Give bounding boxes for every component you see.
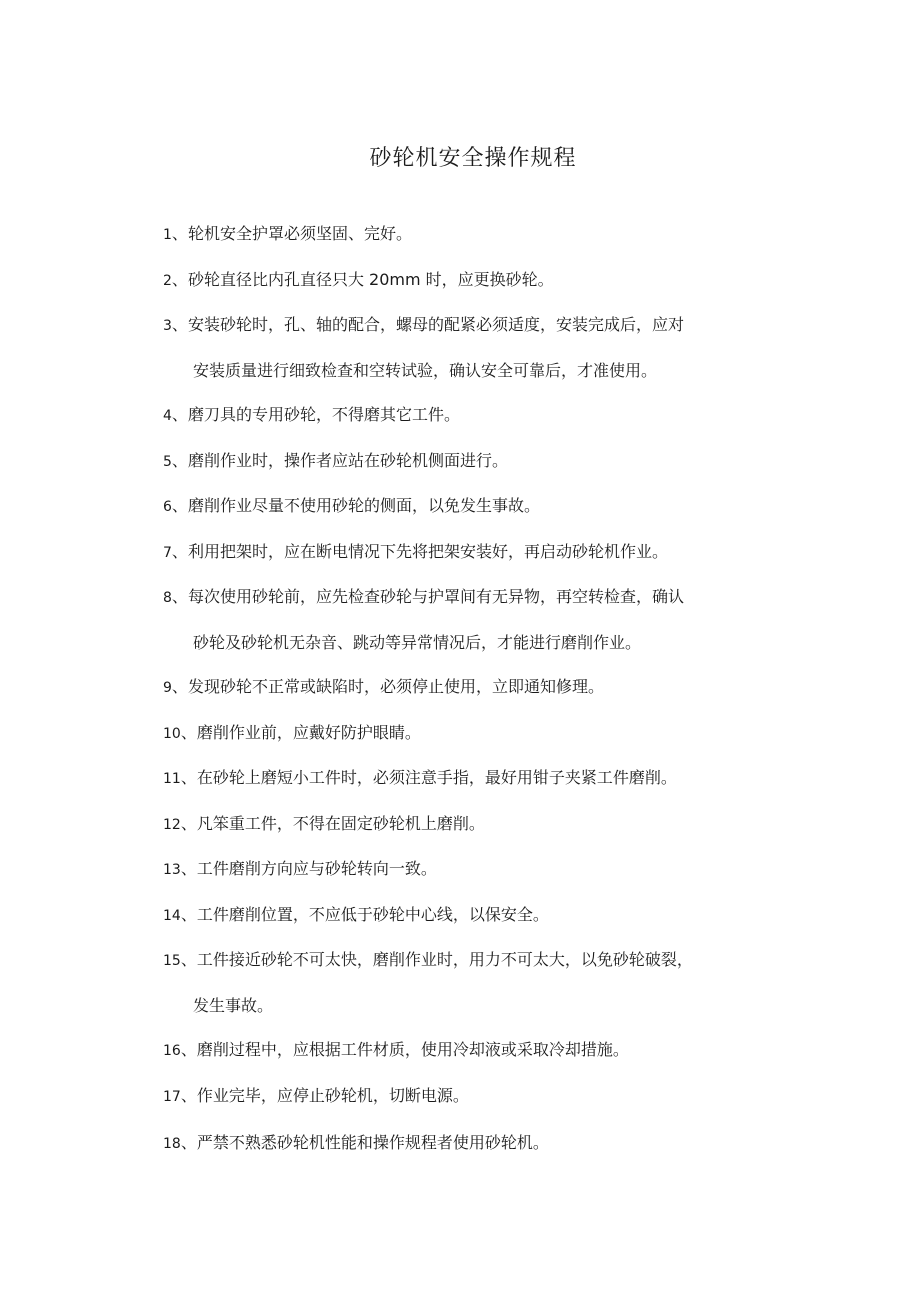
rule-separator: 、 bbox=[180, 1040, 197, 1059]
rule-number: 17 bbox=[163, 1088, 181, 1105]
rule-number: 13 bbox=[163, 862, 181, 878]
rule-item bbox=[163, 1074, 778, 1120]
rule-separator: 、 bbox=[171, 315, 188, 334]
page-title: 砂轮机安全操作规程 bbox=[369, 146, 577, 171]
rule-text: 凡笨重工件，不得在固定砂轮机上磨削。 bbox=[196, 813, 485, 833]
rule-text: 严禁不熟悉砂轮机性能和操作规程者使用砂轮机。 bbox=[196, 1133, 549, 1152]
rule-separator: 、 bbox=[180, 768, 197, 787]
rule-item bbox=[163, 393, 778, 439]
rule-text: 在砂轮上磨短小工件时，必须注意手指，最好用钳子夹紧工件磨削。 bbox=[196, 768, 677, 787]
rule-separator: 、 bbox=[171, 405, 188, 424]
rule-number: 9 bbox=[163, 680, 172, 696]
rule-item bbox=[163, 258, 778, 304]
rule-number: 1 bbox=[163, 227, 172, 243]
rule-number: 18 bbox=[163, 1136, 181, 1152]
rule-text: 作业完毕，应停止砂轮机，切断电源。 bbox=[196, 1085, 469, 1105]
rule-separator: 、 bbox=[180, 950, 197, 969]
rule-item bbox=[163, 847, 778, 893]
rule-number: 15 bbox=[163, 953, 181, 969]
rule-separator: 、 bbox=[171, 450, 188, 470]
rule-item bbox=[163, 575, 778, 665]
rule-item bbox=[163, 1121, 778, 1167]
rule-number: 4 bbox=[163, 408, 172, 424]
rule-text: 利用把架时，应在断电情况下先将把架安装好，再启动砂轮机作业。 bbox=[187, 541, 668, 561]
rule-number: 6 bbox=[163, 499, 172, 515]
rule-item bbox=[163, 893, 778, 939]
rule-text: 磨削作业时，操作者应站在砂轮机侧面进行。 bbox=[187, 450, 508, 470]
rule-text: 工件接近砂轮不可太快，磨削作业时，用力不可太大，以免砂轮破裂， bbox=[196, 950, 693, 969]
rule-text: 砂轮直径比内孔直径只大 20mm 时，应更换砂轮。 bbox=[187, 269, 554, 289]
rule-item bbox=[163, 1028, 778, 1074]
rule-text-continuation: 砂轮及砂轮机无杂音、跳动等异常情况后，才能进行磨削作业。 bbox=[193, 632, 642, 652]
rule-number: 14 bbox=[163, 907, 181, 924]
rule-number: 5 bbox=[163, 453, 172, 470]
rule-separator: 、 bbox=[171, 496, 188, 515]
rule-number: 10 bbox=[163, 725, 181, 742]
rule-text: 轮机安全护罩必须坚固、完好。 bbox=[187, 224, 412, 243]
rule-separator: 、 bbox=[180, 859, 197, 878]
rule-separator: 、 bbox=[180, 1133, 197, 1152]
rule-number: 7 bbox=[163, 544, 172, 561]
rule-number: 11 bbox=[163, 771, 181, 787]
rule-text-continuation: 安装质量进行细致检查和空转试验，确认安全可靠后，才准使用。 bbox=[193, 360, 658, 380]
rule-separator: 、 bbox=[171, 677, 188, 696]
rule-separator: 、 bbox=[180, 813, 197, 833]
rule-item bbox=[163, 530, 778, 576]
rule-text: 安装砂轮时，孔、轴的配合，螺母的配紧必须适度，安装完成后，应对 bbox=[187, 315, 684, 334]
rule-number: 16 bbox=[163, 1043, 181, 1059]
rule-text: 磨刀具的专用砂轮，不得磨其它工件。 bbox=[187, 405, 460, 424]
rule-separator: 、 bbox=[180, 722, 197, 742]
rule-separator: 、 bbox=[171, 224, 188, 243]
rule-separator: 、 bbox=[171, 587, 188, 606]
rule-number: 2 bbox=[163, 272, 172, 289]
rule-separator: 、 bbox=[171, 269, 188, 289]
rule-text: 每次使用砂轮前，应先检查砂轮与护罩间有无异物，再空转检查，确认 bbox=[187, 587, 684, 606]
rule-text: 工件磨削位置，不应低于砂轮中心线，以保安全。 bbox=[196, 904, 549, 924]
rule-text-continuation: 发生事故。 bbox=[193, 995, 274, 1015]
rule-number: 8 bbox=[163, 590, 172, 606]
rule-item bbox=[163, 439, 778, 485]
rule-item bbox=[163, 212, 778, 258]
rule-item bbox=[163, 802, 778, 848]
rule-number: 12 bbox=[163, 816, 181, 833]
rules-list bbox=[163, 212, 778, 1167]
rule-text: 磨削过程中，应根据工件材质，使用冷却液或采取冷却措施。 bbox=[196, 1040, 629, 1059]
rule-item bbox=[163, 303, 778, 393]
rule-item bbox=[163, 665, 778, 711]
rule-separator: 、 bbox=[180, 1085, 197, 1105]
rule-text: 工件磨削方向应与砂轮转向一致。 bbox=[196, 859, 437, 878]
rule-separator: 、 bbox=[171, 541, 188, 561]
rule-text: 磨削作业前，应戴好防护眼睛。 bbox=[196, 722, 421, 742]
rule-item bbox=[163, 756, 778, 802]
rule-item bbox=[163, 711, 778, 757]
rule-item bbox=[163, 938, 778, 1028]
rule-text: 磨削作业尽量不使用砂轮的侧面，以免发生事故。 bbox=[187, 496, 540, 515]
rule-item bbox=[163, 484, 778, 530]
rule-text: 发现砂轮不正常或缺陷时，必须停止使用，立即通知修理。 bbox=[187, 677, 604, 696]
rule-separator: 、 bbox=[180, 904, 197, 924]
rule-number: 3 bbox=[163, 318, 172, 334]
